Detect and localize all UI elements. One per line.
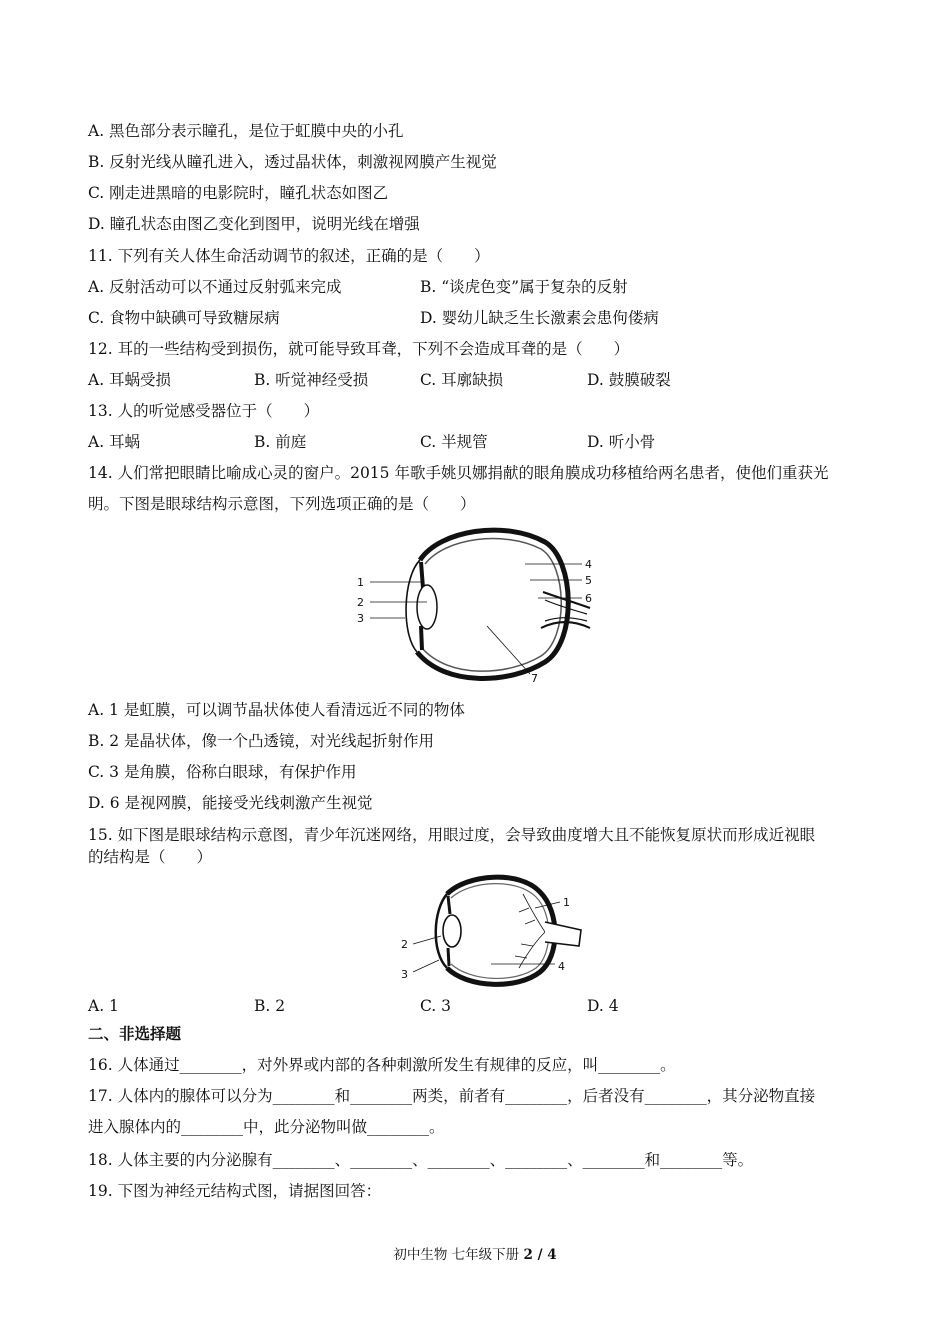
q11-option-d: D. 婴幼儿缺乏生长激素会患佝偻病 [420,309,659,327]
q12-option-a: A. 耳蜗受损 [88,371,172,389]
q14-figure-label-4: 4 [585,558,592,571]
q15-figure-label-2: 2 [401,938,408,951]
q13-option-c: C. 半规管 [420,433,488,451]
q10-option-d: D. 瞳孔状态由图乙变化到图甲，说明光线在增强 [88,215,420,233]
q11-option-a: A. 反射活动可以不通过反射弧来完成 [88,278,342,296]
q17-line1: 17. 人体内的腺体可以分为________和________两类，前者有________，后者没有________，其分泌物直接 [88,1087,816,1105]
q12-option-c: C. 耳廓缺损 [420,371,504,389]
q17-line2: 进入腺体内的________中，此分泌物叫做________。 [88,1118,445,1136]
q14-figure-label-2: 2 [357,596,364,609]
q12-option-d: D. 鼓膜破裂 [587,371,671,389]
q14-figure-label-5: 5 [585,574,592,587]
q14-stem-line2: 明。下图是眼球结构示意图，下列选项正确的是（ ） [88,495,476,513]
q13-option-b: B. 前庭 [254,433,307,451]
q14-stem-line1: 14. 人们常把眼睛比喻成心灵的窗户。2015 年歌手姚贝娜捐献的眼角膜成功移植给两名患者，使他们重获光 [88,464,829,482]
q13-stem: 13. 人的听觉感受器位于（ ） [88,402,320,420]
q14-figure-label-6: 6 [585,592,592,605]
q15-stem-line2: 的结构是（ ） [88,848,213,866]
q19-text: 19. 下图为神经元结构式图，请据图回答： [88,1182,382,1200]
q12-option-b: B. 听觉神经受损 [254,371,369,389]
eye-structure-diagram-q14 [345,522,605,690]
q14-figure-label-1: 1 [357,576,364,589]
q15-figure-label-4: 4 [558,960,565,973]
q14-figure-label-7: 7 [531,672,538,685]
q13-option-a: A. 耳蜗 [88,433,141,451]
q10-option-b: B. 反射光线从瞳孔进入，透过晶状体，刺激视网膜产生视觉 [88,153,497,171]
q14-option-b: B. 2 是晶状体，像一个凸透镜，对光线起折射作用 [88,732,435,750]
q10-option-c: C. 刚走进黑暗的电影院时，瞳孔状态如图乙 [88,184,389,202]
q15-figure-label-1: 1 [563,896,570,909]
q14-option-c: C. 3 是角膜，俗称白眼球，有保护作用 [88,763,357,781]
q14-option-a: A. 1 是虹膜，可以调节晶状体使人看清远近不同的物体 [88,701,465,719]
footer-text: 初中生物 七年级下册 [393,1247,524,1263]
q15-option-a: A. 1 [88,997,119,1015]
q13-option-d: D. 听小骨 [587,433,656,451]
q10-option-a: A. 黑色部分表示瞳孔，是位于虹膜中央的小孔 [88,122,404,140]
q16-text: 16. 人体通过________，对外界或内部的各种刺激所发生有规律的反应，叫________。 [88,1056,676,1074]
eye-structure-diagram-q15 [395,872,585,990]
q15-option-c: C. 3 [420,997,452,1015]
q12-stem: 12. 耳的一些结构受到损伤，就可能导致耳聋，下列不会造成耳聋的是（ ） [88,340,630,358]
q11-option-b: B. “谈虎色变”属于复杂的反射 [420,278,628,296]
q15-option-b: B. 2 [254,997,286,1015]
q14-option-d: D. 6 是视网膜，能接受光线刺激产生视觉 [88,794,373,812]
q15-figure-label-3: 3 [401,968,408,981]
q11-option-c: C. 食物中缺碘可导致糖尿病 [88,309,280,327]
page-number: 2 / 4 [523,1247,557,1263]
page-footer [0,1246,950,1264]
q15-option-d: D. 4 [587,997,619,1015]
section2-title: 二、非选择题 [88,1024,182,1043]
q15-stem-line1: 15. 如下图是眼球结构示意图，青少年沉迷网络，用眼过度，会导致曲度增大且不能恢复原状而形成近视眼 [88,826,816,844]
q11-stem: 11. 下列有关人体生命活动调节的叙述，正确的是（ ） [88,247,490,265]
q14-figure-label-3: 3 [357,612,364,625]
q18-text: 18. 人体主要的内分泌腺有________、________、________、________、________和________等。 [88,1151,754,1169]
